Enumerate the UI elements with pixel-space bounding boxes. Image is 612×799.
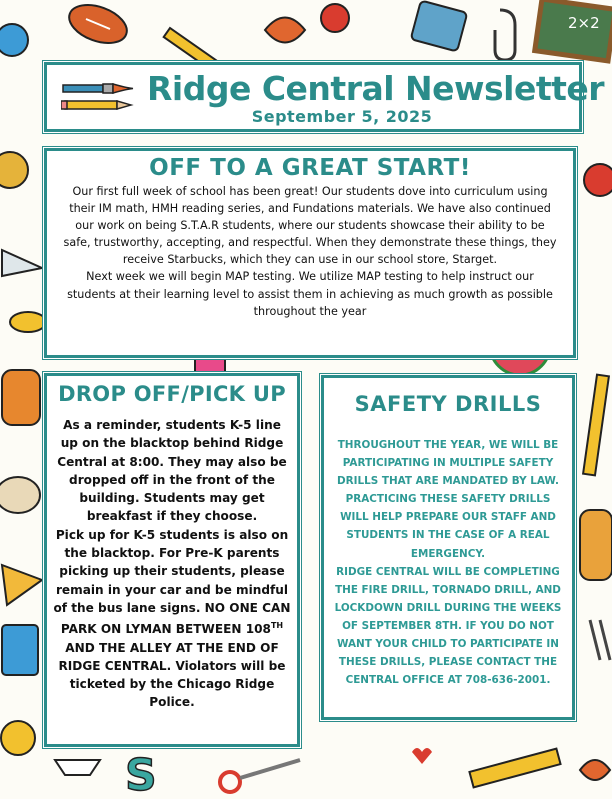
great-start-heading: OFF TO A GREAT START! bbox=[149, 155, 471, 181]
alarm-clock-icon bbox=[1, 721, 35, 755]
tablet-icon bbox=[411, 0, 468, 51]
globe-icon bbox=[0, 24, 28, 56]
leaf-icon bbox=[265, 18, 305, 43]
apple-icon bbox=[0, 152, 28, 188]
ordinal-suffix: TH bbox=[270, 621, 284, 631]
apple-icon bbox=[321, 4, 349, 32]
paintbrush-pencil-icon bbox=[61, 77, 137, 117]
backpack-icon bbox=[2, 370, 40, 425]
safety-drills-body bbox=[332, 436, 564, 689]
drop-off-heading: DROP OFF/PICK UP bbox=[58, 382, 286, 406]
pizza-icon bbox=[2, 565, 42, 605]
chalkboard-text: 2×2 bbox=[568, 14, 600, 32]
pencil-icon bbox=[583, 375, 609, 476]
football-icon bbox=[64, 0, 132, 50]
pickup-text-end: AND THE ALLEY AT THE END OF RIDGE CENTRAL. Violators will be ticketed by the Chicago Ridge Police. bbox=[58, 640, 286, 710]
drop-off-body bbox=[53, 416, 291, 712]
drop-off-paragraph-2 bbox=[53, 526, 291, 712]
safety-drills-section bbox=[321, 375, 575, 720]
palette-icon bbox=[0, 477, 40, 513]
letter-icon bbox=[125, 750, 157, 799]
newsletter-header bbox=[44, 62, 605, 132]
newsletter-title: Ridge Central Newsletter bbox=[147, 69, 605, 108]
great-start-paragraph-2: Next week we will begin MAP testing. We utilize MAP testing to help instruct our students at their learning level to assist them in achieving as much growth as possible throughout the year bbox=[67, 270, 553, 318]
ruler-icon bbox=[469, 749, 560, 788]
heart-icon bbox=[412, 748, 432, 764]
safety-paragraph-1: THROUGHOUT THE YEAR, WE WILL BE PARTICIPATING IN MULTIPLE SAFETY DRILLS THAT ARE MANDATED BY LAW. PRACTICING THESE SAFETY DRILLS WILL HELP PREPARE OUR STAFF AND STUDENTS IN THE CASE OF A REAL EMERGENCY. bbox=[337, 439, 559, 560]
newsletter-date: September 5, 2025 bbox=[251, 107, 433, 126]
compass-icon bbox=[590, 620, 610, 660]
drop-off-section bbox=[44, 373, 300, 747]
safety-drills-heading: SAFETY DRILLS bbox=[354, 392, 542, 416]
safety-paragraph-2: RIDGE CENTRAL WILL BE COMPLETING THE FIRE DRILL, TORNADO DRILL, AND LOCKDOWN DRILL DURING THE WEEKS OF SEPTEMBER 8TH. IF YOU DO NOT WANT YOUR CHILD TO PARTICIPATE IN THESE DRILLS, PLEASE CONTACT THE CENTRAL OFFICE AT 708-636-2001. bbox=[334, 565, 562, 687]
leaf-icon bbox=[580, 760, 610, 780]
paperclip-icon bbox=[495, 10, 515, 60]
pickup-text-start: Pick up for K-5 students is also on the blacktop. For Pre-K parents picking up their students, please remain in your car and be mindful of the bus lane signs. NO ONE CAN PARK ON LYMAN BETWEEN 108 bbox=[53, 527, 291, 637]
svg-text:S: S bbox=[125, 750, 157, 799]
paper-boat-icon bbox=[55, 760, 100, 775]
apple-icon bbox=[584, 164, 612, 196]
backpack-icon bbox=[580, 510, 612, 580]
great-start-section bbox=[44, 148, 576, 358]
great-start-paragraph-1: Our first full week of school has been great! Our students dove into curriculum using their IM math, HMH reading series, and Fundations materials. We have also continued our work on being S.T.A.R students, where our students showcase their ability to be safe, trustworthy, accepting, and respectful. When they demonstrate these things, they receive Starbucks, which they can use in our school store, Starget. bbox=[63, 185, 557, 267]
scissors-icon bbox=[220, 760, 300, 792]
chalkboard-icon bbox=[535, 0, 612, 61]
paint-bottle-icon bbox=[195, 355, 225, 375]
rocket-icon bbox=[10, 312, 46, 332]
drop-off-paragraph-1: As a reminder, students K-5 line up on the blacktop behind Ridge Central at 8:00. They may also be dropped off in the front of the building. Students may get breakfast if they choose. bbox=[57, 418, 287, 524]
paper-plane-icon bbox=[2, 250, 42, 276]
great-start-body bbox=[61, 183, 559, 320]
tablet-icon bbox=[2, 625, 38, 675]
